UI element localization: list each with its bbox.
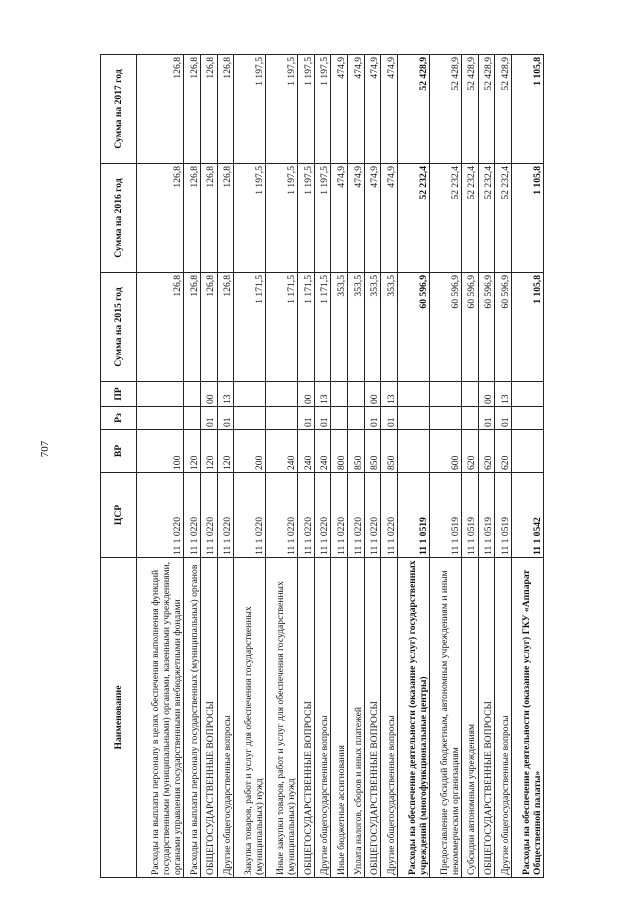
cell-csr: 11 1 0220: [314, 473, 331, 558]
cell-vr: 240: [266, 430, 298, 473]
cell-sum-2015: 353,5: [331, 273, 348, 382]
cell-name: ОБЩЕГОСУДАРСТВЕННЫЕ ВОПРОСЫ: [200, 558, 217, 878]
cell-vr: 620: [461, 430, 478, 473]
cell-sum-2016: 52 232,4: [430, 164, 462, 273]
cell-sum-2016: 52 232,4: [478, 164, 495, 273]
cell-name: ОБЩЕГОСУДАРСТВЕННЫЕ ВОПРОСЫ: [298, 558, 315, 878]
cell-vr: 120: [217, 430, 234, 473]
cell-sum-2015: 1 171,5: [298, 273, 315, 382]
cell-pr: [266, 382, 298, 407]
cell-csr: 11 1 0542: [511, 473, 543, 558]
cell-csr: 11 1 0519: [495, 473, 512, 558]
cell-pr: 13: [314, 382, 331, 407]
cell-csr: 11 1 0220: [331, 473, 348, 558]
cell-pr: [348, 382, 365, 407]
cell-name: Субсидии автономным учреждениям: [461, 558, 478, 878]
cell-rz: [184, 407, 201, 430]
cell-sum-2015: 60 596,9: [495, 273, 512, 382]
cell-rz: 01: [200, 407, 217, 430]
cell-csr: 11 1 0220: [266, 473, 298, 558]
cell-name: Другие общегосударственные вопросы: [495, 558, 512, 878]
cell-rz: 01: [381, 407, 398, 430]
cell-csr: 11 1 0220: [348, 473, 365, 558]
table-row: [430, 55, 462, 878]
cell-sum-2016: 126,8: [137, 164, 184, 273]
cell-pr: [461, 382, 478, 407]
cell-csr: 11 1 0220: [298, 473, 315, 558]
table-body: [137, 55, 544, 878]
cell-rz: [430, 407, 462, 430]
cell-sum-2016: 1 105,8: [511, 164, 543, 273]
cell-vr: 120: [200, 430, 217, 473]
cell-sum-2017: 1 197,5: [298, 55, 315, 164]
cell-sum-2015: 353,5: [381, 273, 398, 382]
table-row: [298, 55, 315, 878]
header-sum-2016: Сумма на 2016 год: [101, 164, 137, 273]
header-vr: ВР: [101, 430, 137, 473]
cell-sum-2015: 1 171,5: [314, 273, 331, 382]
cell-sum-2017: 1 197,5: [266, 55, 298, 164]
cell-rz: 01: [478, 407, 495, 430]
cell-sum-2016: 474,9: [381, 164, 398, 273]
rotated-page: [100, 55, 544, 878]
cell-name: Другие общегосударственные вопросы: [217, 558, 234, 878]
cell-csr: 11 1 0220: [184, 473, 201, 558]
cell-csr: 11 1 0519: [430, 473, 462, 558]
header-pr: ПР: [101, 382, 137, 407]
table-row: [314, 55, 331, 878]
table-row: [461, 55, 478, 878]
cell-sum-2015: 60 596,9: [461, 273, 478, 382]
cell-csr: 11 1 0220: [364, 473, 381, 558]
cell-name: ОБЩЕГОСУДАРСТВЕННЫЕ ВОПРОСЫ: [478, 558, 495, 878]
cell-name: Предоставление субсидий бюджетным, автономным учреждениям и иным некоммерческим организациям: [430, 558, 462, 878]
cell-sum-2016: 52 232,4: [495, 164, 512, 273]
table-row: [137, 55, 184, 878]
cell-csr: 11 1 0220: [200, 473, 217, 558]
cell-sum-2017: 1 197,5: [234, 55, 266, 164]
cell-sum-2016: 126,8: [200, 164, 217, 273]
table-row: [511, 55, 543, 878]
cell-name: Другие общегосударственные вопросы: [314, 558, 331, 878]
cell-name: Расходы на обеспечение деятельности (оказание услуг) ГКУ «Аппарат Общественной палаты»: [511, 558, 543, 878]
cell-sum-2015: 60 596,9: [398, 273, 430, 382]
cell-sum-2017: 1 105,8: [511, 55, 543, 164]
cell-name: Закупка товаров, работ и услуг для обеспечения государственных (муниципальных) нужд: [234, 558, 266, 878]
cell-csr: 11 1 0220: [234, 473, 266, 558]
cell-csr: 11 1 0220: [217, 473, 234, 558]
cell-pr: 13: [217, 382, 234, 407]
cell-csr: 11 1 0220: [381, 473, 398, 558]
cell-rz: [398, 407, 430, 430]
cell-csr: 11 1 0519: [461, 473, 478, 558]
table-row: [200, 55, 217, 878]
cell-name: Расходы на выплаты персоналу в целях обеспечения выполнения функций государственными (муниципальными) органами, казенными учреждениями, органами управления государственными внебюджетными фондами: [137, 558, 184, 878]
cell-sum-2016: 126,8: [184, 164, 201, 273]
cell-sum-2017: 126,8: [137, 55, 184, 164]
cell-sum-2016: 1 197,5: [298, 164, 315, 273]
cell-name: Уплата налогов, сборов и иных платежей: [348, 558, 365, 878]
cell-pr: 00: [364, 382, 381, 407]
cell-sum-2017: 474,9: [348, 55, 365, 164]
cell-name: ОБЩЕГОСУДАРСТВЕННЫЕ ВОПРОСЫ: [364, 558, 381, 878]
cell-csr: 11 1 0519: [478, 473, 495, 558]
header-name: Наименование: [101, 558, 137, 878]
table-row: [331, 55, 348, 878]
cell-vr: [511, 430, 543, 473]
table-row: [495, 55, 512, 878]
cell-vr: 620: [495, 430, 512, 473]
cell-sum-2015: 126,8: [137, 273, 184, 382]
cell-name: Расходы на обеспечение деятельности (оказание услуг) государственных учреждений (многофункциональные центры): [398, 558, 430, 878]
cell-name: Расходы на выплаты персоналу государственных (муниципальных) органов: [184, 558, 201, 878]
cell-rz: [461, 407, 478, 430]
cell-sum-2017: 1 197,5: [314, 55, 331, 164]
cell-sum-2016: 52 232,4: [461, 164, 478, 273]
cell-sum-2016: 1 197,5: [234, 164, 266, 273]
cell-sum-2017: 52 428,9: [495, 55, 512, 164]
cell-sum-2017: 474,9: [381, 55, 398, 164]
cell-pr: [511, 382, 543, 407]
cell-vr: 850: [364, 430, 381, 473]
cell-sum-2017: 474,9: [331, 55, 348, 164]
table-row: [478, 55, 495, 878]
cell-rz: [266, 407, 298, 430]
cell-pr: 00: [478, 382, 495, 407]
header-sum-2017: Сумма на 2017 год: [101, 55, 137, 164]
cell-pr: 13: [495, 382, 512, 407]
cell-sum-2017: 52 428,9: [398, 55, 430, 164]
header-rz: Рз: [101, 407, 137, 430]
cell-rz: 01: [314, 407, 331, 430]
cell-sum-2016: 474,9: [331, 164, 348, 273]
cell-vr: 100: [137, 430, 184, 473]
cell-vr: 800: [331, 430, 348, 473]
table-row: [266, 55, 298, 878]
cell-vr: 200: [234, 430, 266, 473]
cell-vr: 850: [348, 430, 365, 473]
cell-rz: [234, 407, 266, 430]
table-row: [234, 55, 266, 878]
cell-pr: [430, 382, 462, 407]
table-row: [184, 55, 201, 878]
cell-pr: [398, 382, 430, 407]
cell-vr: [398, 430, 430, 473]
cell-sum-2015: 60 596,9: [478, 273, 495, 382]
cell-sum-2016: 474,9: [364, 164, 381, 273]
cell-sum-2015: 353,5: [364, 273, 381, 382]
cell-sum-2015: 60 596,9: [430, 273, 462, 382]
cell-pr: 00: [200, 382, 217, 407]
cell-vr: 240: [298, 430, 315, 473]
cell-vr: 240: [314, 430, 331, 473]
cell-sum-2016: 474,9: [348, 164, 365, 273]
cell-rz: [348, 407, 365, 430]
cell-rz: 01: [217, 407, 234, 430]
cell-sum-2017: 52 428,9: [478, 55, 495, 164]
cell-name: Другие общегосударственные вопросы: [381, 558, 398, 878]
cell-sum-2015: 1 171,5: [234, 273, 266, 382]
cell-sum-2017: 474,9: [364, 55, 381, 164]
cell-rz: 01: [298, 407, 315, 430]
cell-vr: 120: [184, 430, 201, 473]
table-row: [217, 55, 234, 878]
cell-rz: [511, 407, 543, 430]
table-header-row: [101, 55, 137, 878]
cell-sum-2017: 52 428,9: [461, 55, 478, 164]
page-number: 707: [39, 440, 51, 458]
header-sum-2015: Сумма на 2015 год: [101, 273, 137, 382]
cell-pr: [331, 382, 348, 407]
cell-csr: 11 1 0519: [398, 473, 430, 558]
table-row: [381, 55, 398, 878]
budget-table: [100, 54, 544, 878]
cell-sum-2015: 126,8: [200, 273, 217, 382]
cell-pr: 13: [381, 382, 398, 407]
cell-vr: 620: [478, 430, 495, 473]
cell-rz: 01: [495, 407, 512, 430]
cell-csr: 11 1 0220: [137, 473, 184, 558]
cell-sum-2015: 126,8: [217, 273, 234, 382]
cell-sum-2016: 1 197,5: [314, 164, 331, 273]
cell-sum-2015: 1 171,5: [266, 273, 298, 382]
cell-sum-2017: 126,8: [217, 55, 234, 164]
table-row: [364, 55, 381, 878]
cell-sum-2016: 1 197,5: [266, 164, 298, 273]
table-row: [398, 55, 430, 878]
cell-sum-2017: 126,8: [200, 55, 217, 164]
header-csr: ЦСР: [101, 473, 137, 558]
cell-pr: 00: [298, 382, 315, 407]
cell-name: Иные бюджетные ассигнования: [331, 558, 348, 878]
cell-sum-2016: 126,8: [217, 164, 234, 273]
cell-sum-2017: 126,8: [184, 55, 201, 164]
cell-sum-2017: 52 428,9: [430, 55, 462, 164]
cell-rz: 01: [364, 407, 381, 430]
cell-sum-2015: 353,5: [348, 273, 365, 382]
cell-sum-2015: 1 105,8: [511, 273, 543, 382]
cell-sum-2016: 52 232,4: [398, 164, 430, 273]
cell-pr: [137, 382, 184, 407]
cell-rz: [331, 407, 348, 430]
cell-name: Иные закупки товаров, работ и услуг для обеспечения государственных (муниципальных) нужд: [266, 558, 298, 878]
cell-vr: 850: [381, 430, 398, 473]
cell-pr: [234, 382, 266, 407]
cell-vr: 600: [430, 430, 462, 473]
cell-rz: [137, 407, 184, 430]
cell-sum-2015: 126,8: [184, 273, 201, 382]
cell-pr: [184, 382, 201, 407]
table-row: [348, 55, 365, 878]
